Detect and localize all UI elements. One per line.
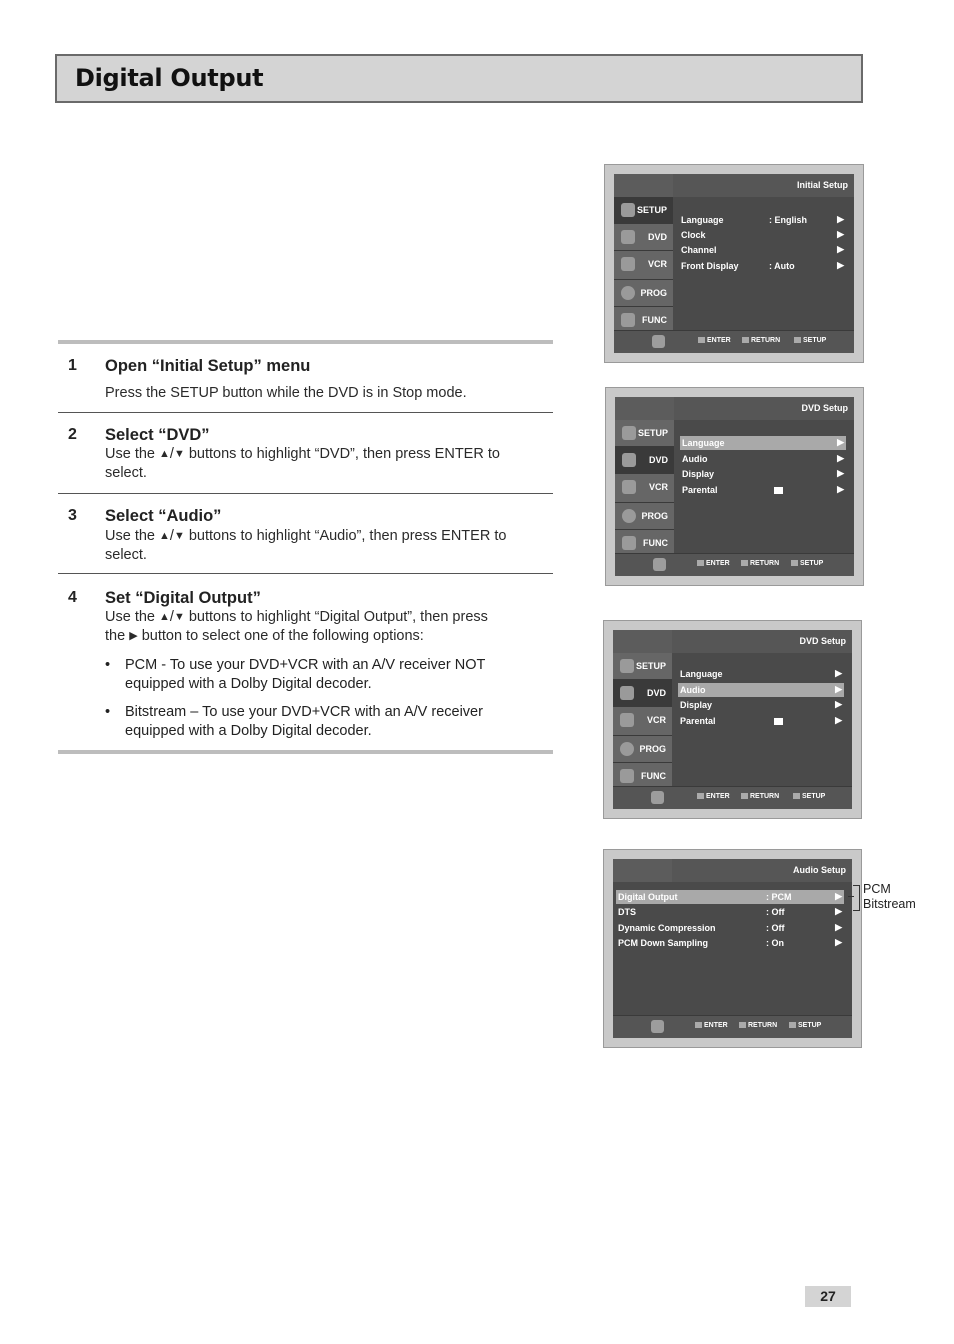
osd-header: [614, 174, 854, 197]
row-key: DTS: [618, 907, 636, 917]
step-2: [58, 426, 553, 486]
step-1: [58, 357, 553, 407]
row-value: : Auto: [769, 261, 795, 271]
option-pcm: PCM: [863, 882, 891, 896]
callout-bracket: [853, 885, 860, 911]
step-text: buttons to highlight “Audio”, then press ENTER to select.: [105, 528, 507, 563]
step-heading: Open “Initial Setup” menu: [105, 357, 311, 375]
osd-panel: [615, 397, 854, 576]
bullet-icon: •: [105, 657, 111, 673]
row-key: Audio: [682, 454, 708, 464]
step-number: 4: [68, 589, 77, 606]
osd-footer: [615, 553, 854, 576]
menu-label: DVD: [648, 455, 668, 465]
right-arrow-icon: ▶: [837, 214, 844, 224]
right-arrow-icon: ▶: [835, 684, 842, 694]
step-body: Press the SETUP button while the DVD is in Stop mode.: [105, 385, 467, 401]
osd-footer: [614, 330, 854, 353]
step-body: Use the ▲/▼ buttons to highlight “DVD”, then press ENTER to select.: [105, 446, 500, 481]
menu-setup: [614, 197, 673, 224]
osd-footer: [613, 786, 852, 809]
step-heading: Select “Audio”: [105, 507, 222, 525]
osd-content: [674, 420, 854, 553]
right-arrow-icon: ▶: [837, 229, 844, 239]
menu-label: VCR: [647, 259, 667, 269]
footer-return: RETURN: [742, 337, 780, 344]
down-arrow-icon: ▼: [173, 448, 185, 460]
footer-setup: SETUP: [794, 337, 826, 344]
menu-dvd: [613, 680, 672, 707]
menu-prog: [614, 280, 673, 307]
right-arrow-icon: ▶: [837, 484, 844, 494]
right-arrow-icon: ▶: [835, 922, 842, 932]
row-key: Dynamic Compression: [618, 923, 716, 933]
menu-row: [679, 213, 846, 227]
title-bar: [55, 54, 863, 103]
row-value: : Off: [766, 923, 785, 933]
menu-row: [678, 683, 844, 697]
osd-content: [673, 197, 854, 330]
menu-vcr: [614, 251, 673, 280]
right-arrow-icon: ▶: [837, 468, 844, 478]
right-arrow-icon: ▶: [837, 260, 844, 270]
step-text: buttons to highlight “DVD”, then press ENTER to select.: [105, 446, 500, 481]
osd-header: [613, 859, 852, 882]
osd-content: [613, 882, 852, 1015]
step-number: 3: [68, 507, 77, 524]
osd-title: Audio Setup: [793, 865, 846, 875]
osd-content: [672, 653, 852, 786]
step-text: the: [105, 628, 126, 644]
gear-icon: [621, 203, 635, 217]
right-arrow-icon: ▶: [837, 244, 844, 254]
menu-label: PROG: [639, 744, 666, 754]
navigation-icon: [653, 558, 666, 571]
dvd-icon: [620, 686, 634, 700]
row-value: : On: [766, 938, 784, 948]
step-text: Use the: [105, 446, 155, 462]
row-key: Channel: [681, 245, 717, 255]
down-arrow-icon: ▼: [173, 611, 185, 623]
row-key: Parental: [680, 716, 716, 726]
step-heading: Set “Digital Output”: [105, 589, 261, 607]
row-key: Parental: [682, 485, 718, 495]
step-3: [58, 507, 553, 567]
menu-row: [680, 452, 846, 466]
right-arrow-icon: ▶: [835, 715, 842, 725]
row-value: : English: [769, 215, 807, 225]
right-arrow-icon: ▶: [835, 906, 842, 916]
right-arrow-icon: ▶: [835, 668, 842, 678]
menu-label: SETUP: [635, 661, 666, 671]
menu-vcr: [615, 474, 674, 503]
footer-return: RETURN: [741, 560, 779, 567]
menu-label: DVD: [646, 688, 666, 698]
clock-icon: [620, 742, 634, 756]
footer-enter: ENTER: [695, 1022, 728, 1029]
right-arrow-icon: ▶: [835, 699, 842, 709]
menu-label: VCR: [646, 715, 666, 725]
right-arrow-icon: ▶: [837, 453, 844, 463]
osd-panel: [613, 859, 852, 1038]
lock-icon: [774, 718, 783, 725]
right-arrow-icon: ▶: [835, 937, 842, 947]
step-text: Use the: [105, 528, 155, 544]
menu-label: SETUP: [636, 205, 667, 215]
gear-icon: [620, 659, 634, 673]
row-key: Digital Output: [618, 892, 678, 902]
menu-label: FUNC: [643, 538, 668, 548]
footer-enter: ENTER: [697, 560, 730, 567]
menu-dvd: [614, 224, 673, 251]
dvd-icon: [621, 230, 635, 244]
menu-label: PROG: [641, 511, 668, 521]
menu-row: [680, 436, 846, 450]
screen-initial-setup: [604, 164, 864, 363]
navigation-icon: [652, 335, 665, 348]
step-body: Use the ▲/▼ buttons to highlight “Digital Output”, then press the ▶ button to select one of the following options:: [105, 609, 488, 644]
clock-icon: [621, 286, 635, 300]
footer-setup: SETUP: [789, 1022, 821, 1029]
menu-vcr: [613, 707, 672, 736]
menu-prog: [615, 503, 674, 530]
page-title: Digital Output: [75, 64, 264, 92]
clock-icon: [622, 509, 636, 523]
function-icon: [621, 313, 635, 327]
bullet-text: PCM - To use your DVD+VCR with an A/V receiver NOT equipped with a Dolby Digital decoder.: [125, 657, 486, 692]
menu-row: [679, 243, 846, 257]
section-rule: [58, 750, 553, 754]
footer-setup: SETUP: [793, 793, 825, 800]
navigation-icon: [651, 791, 664, 804]
menu-label: VCR: [648, 482, 668, 492]
down-arrow-icon: ▼: [173, 530, 185, 542]
menu-label: SETUP: [637, 428, 668, 438]
screen-dvd-setup-language: [605, 387, 864, 586]
menu-setup: [613, 653, 672, 680]
bullet-icon: •: [105, 704, 111, 720]
osd-header: [613, 630, 852, 653]
menu-row: [678, 714, 844, 728]
menu-prog: [613, 736, 672, 763]
row-key: Language: [681, 215, 724, 225]
menu-label: DVD: [647, 232, 667, 242]
lock-icon: [774, 487, 783, 494]
menu-label: FUNC: [641, 771, 666, 781]
menu-row: [678, 698, 844, 712]
dvd-icon: [622, 453, 636, 467]
menu-row: [679, 228, 846, 242]
up-arrow-icon: ▲: [159, 530, 170, 542]
function-icon: [620, 769, 634, 783]
step-number: 2: [68, 426, 77, 443]
row-value: : PCM: [766, 892, 792, 902]
menu-row: [678, 667, 844, 681]
osd-panel: [613, 630, 852, 809]
menu-row: [680, 467, 846, 481]
footer-return: RETURN: [739, 1022, 777, 1029]
menu-row: [616, 936, 844, 950]
function-icon: [622, 536, 636, 550]
footer-enter: ENTER: [698, 337, 731, 344]
step-text: button to select one of the following options:: [141, 628, 424, 644]
menu-row: [679, 259, 846, 273]
section-rule: [58, 340, 553, 344]
step-heading: Select “DVD”: [105, 426, 210, 444]
step-text: Use the: [105, 609, 155, 625]
row-key: Audio: [680, 685, 706, 695]
row-key: Language: [680, 669, 723, 679]
menu-row: [616, 921, 844, 935]
right-arrow-icon: ▶: [129, 630, 138, 642]
footer-enter: ENTER: [697, 793, 730, 800]
menu-label: PROG: [640, 288, 667, 298]
right-arrow-icon: ▶: [835, 891, 842, 901]
bullet-text: Bitstream – To use your DVD+VCR with an A/V receiver equipped with a Dolby Digital decoder.: [125, 704, 483, 739]
osd-panel: [614, 174, 854, 353]
step-text: buttons to highlight “Digital Output”, then press: [188, 609, 488, 625]
osd-title: Initial Setup: [796, 180, 848, 190]
footer-return: RETURN: [741, 793, 779, 800]
vcr-icon: [620, 713, 634, 727]
menu-row: [680, 483, 846, 497]
up-arrow-icon: ▲: [159, 611, 170, 623]
row-key: Display: [682, 469, 715, 479]
row-key: Display: [680, 700, 713, 710]
navigation-icon: [651, 1020, 664, 1033]
osd-title: DVD Setup: [801, 403, 848, 413]
up-arrow-icon: ▲: [159, 448, 170, 460]
vcr-icon: [621, 257, 635, 271]
row-value: : Off: [766, 907, 785, 917]
menu-setup: [615, 420, 674, 447]
vcr-icon: [622, 480, 636, 494]
row-key: Language: [682, 438, 725, 448]
gear-icon: [622, 426, 636, 440]
menu-dvd: [615, 447, 674, 474]
option-bitstream: Bitstream: [863, 897, 916, 911]
menu-row: [616, 890, 844, 904]
divider: [58, 493, 553, 494]
osd-header: [615, 397, 854, 420]
step-4: [58, 589, 553, 749]
osd-title: DVD Setup: [799, 636, 846, 646]
menu-label: FUNC: [642, 315, 667, 325]
screen-dvd-setup-audio: [603, 620, 862, 819]
footer-setup: SETUP: [791, 560, 823, 567]
step-number: 1: [68, 357, 77, 374]
page-number: 27: [805, 1286, 851, 1307]
row-key: Front Display: [681, 261, 739, 271]
row-key: PCM Down Sampling: [618, 938, 708, 948]
divider: [58, 412, 553, 413]
osd-footer: [613, 1015, 852, 1038]
right-arrow-icon: ▶: [837, 437, 844, 447]
row-key: Clock: [681, 230, 706, 240]
step-body: Use the ▲/▼ buttons to highlight “Audio”, then press ENTER to select.: [105, 528, 507, 563]
screen-audio-setup: [603, 849, 862, 1048]
divider: [58, 573, 553, 574]
menu-row: [616, 905, 844, 919]
